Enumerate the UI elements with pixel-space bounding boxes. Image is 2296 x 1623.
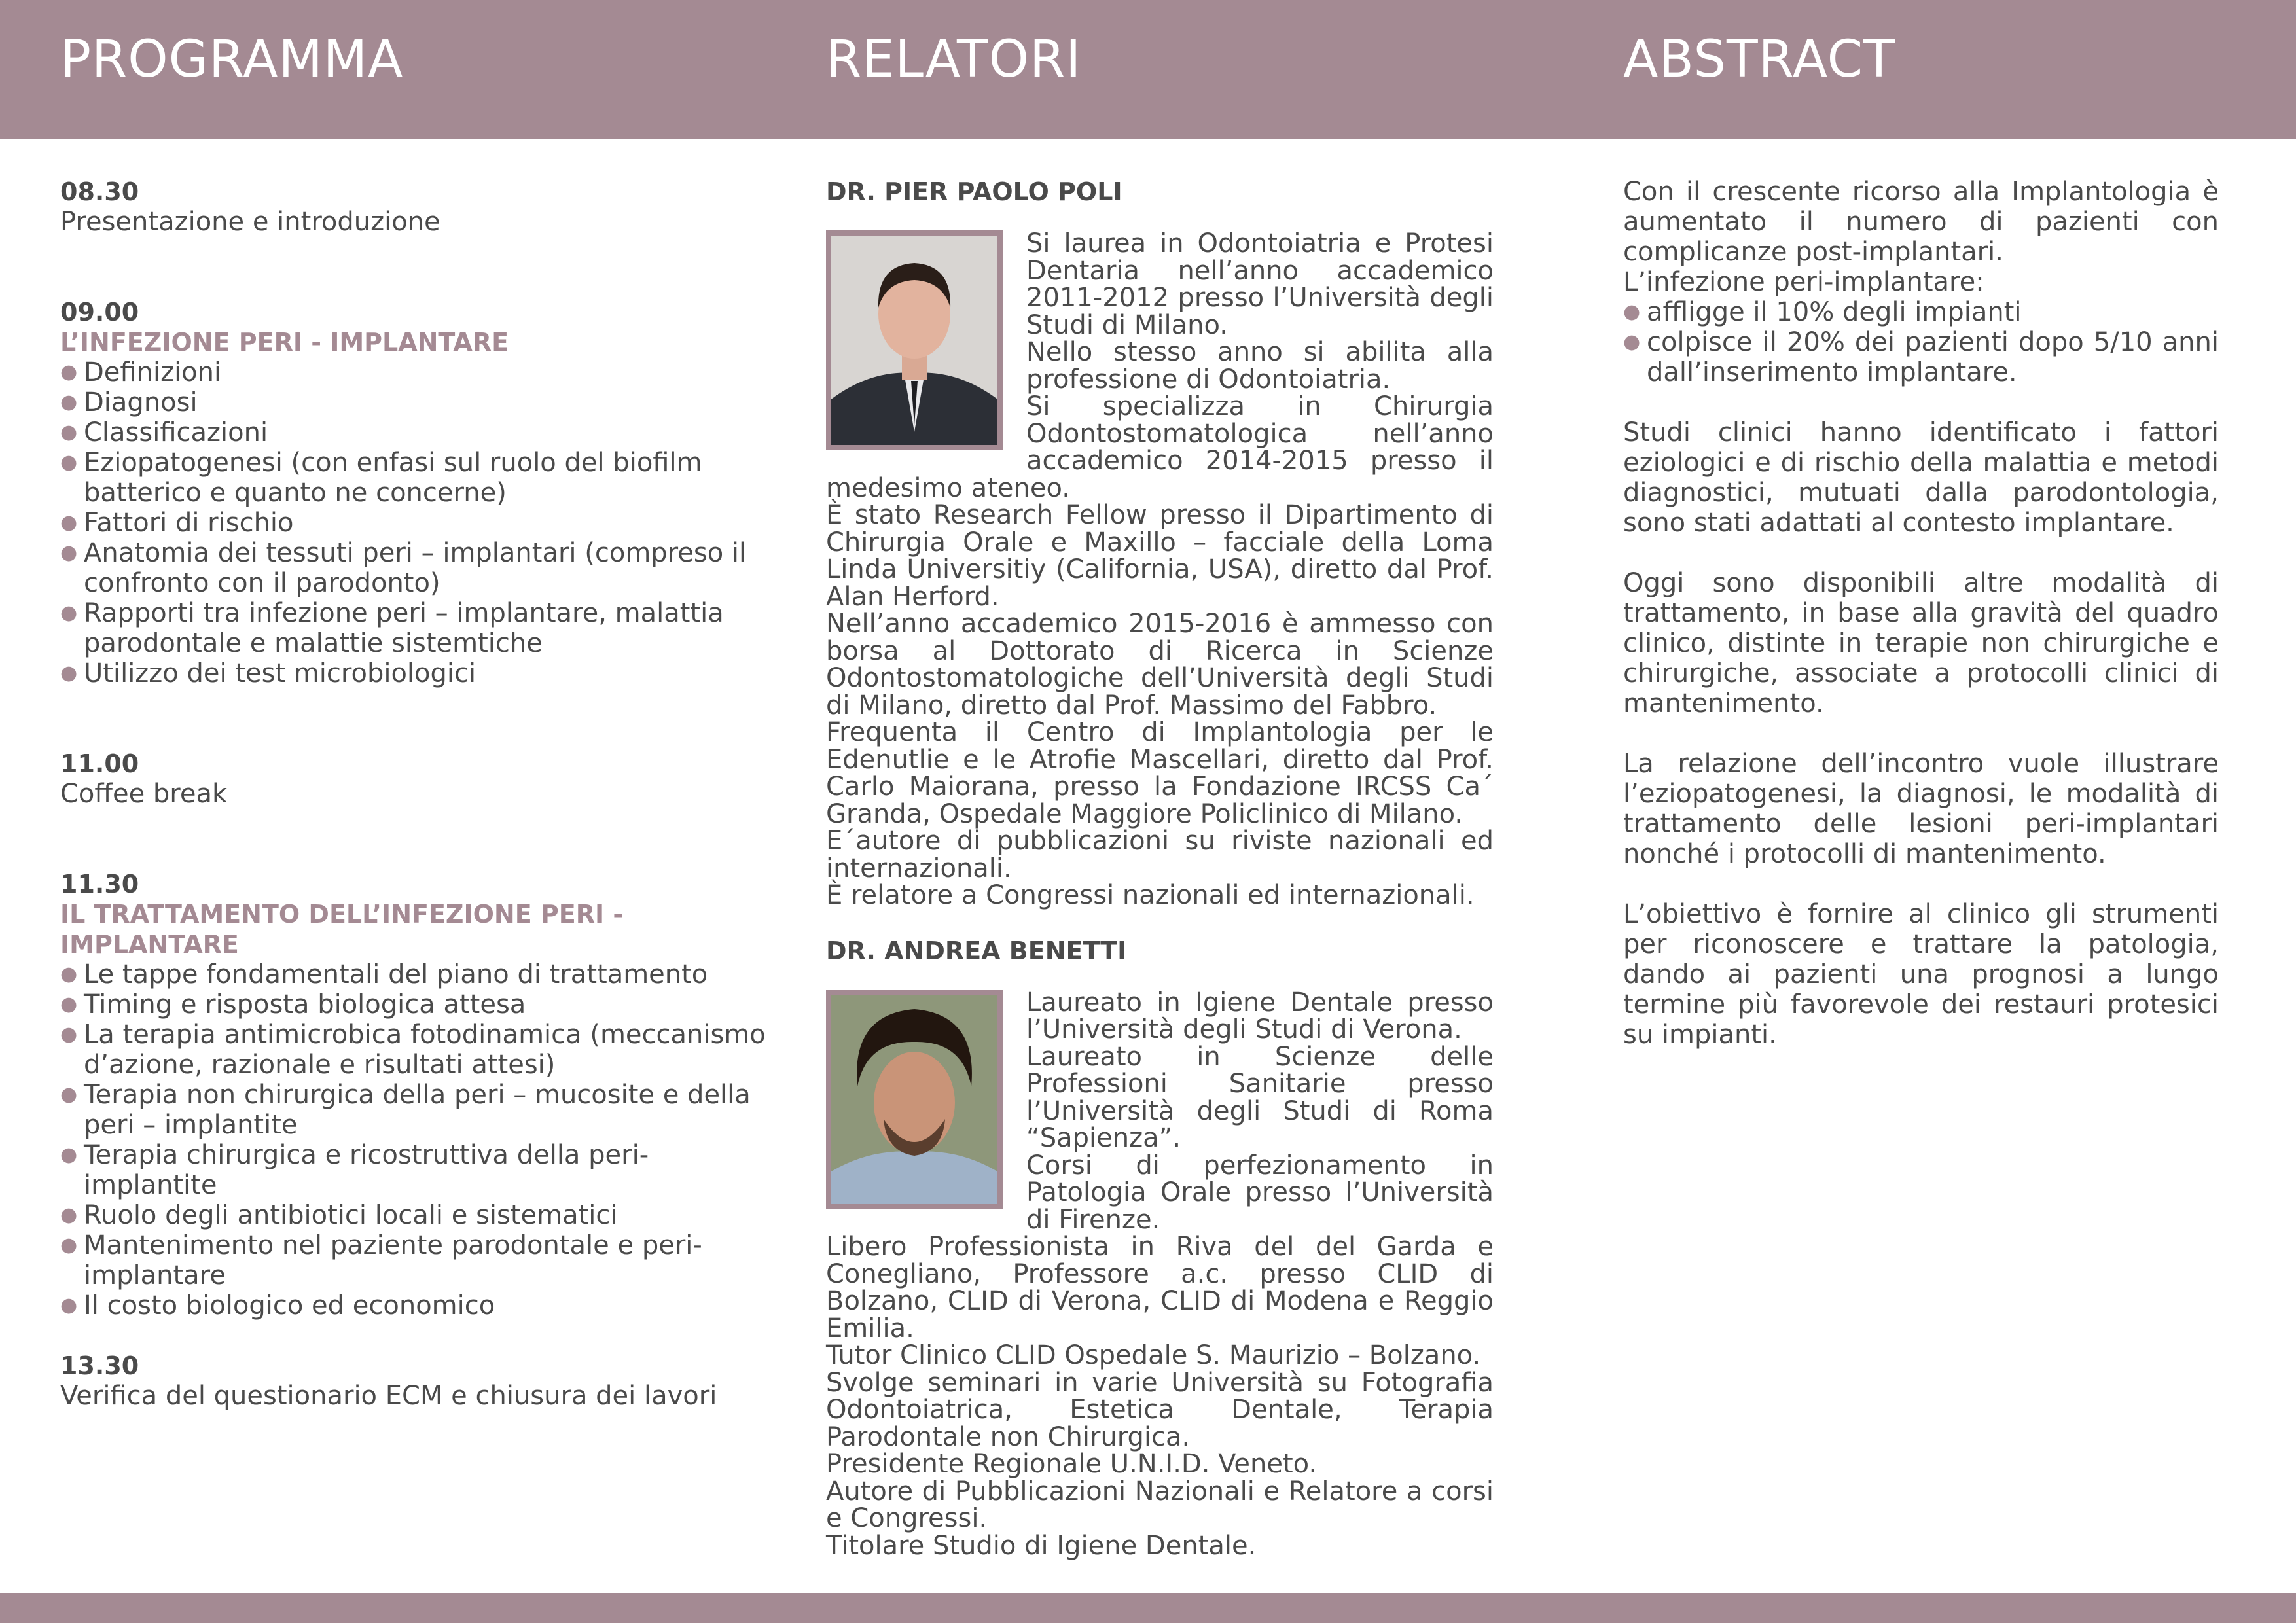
speaker-name: DR. PIER PAOLO POLI <box>826 177 1122 206</box>
abstract-paragraph: L’infezione peri-implantare: <box>1623 267 1984 297</box>
bio-line: Autore di Pubblicazioni Nazionali e Relatore a corsi e Congressi. <box>826 1476 1494 1533</box>
list-item: ● Diagnosi <box>60 387 767 418</box>
bio-line: Si laurea in Odontoiatria e Protesi Dentaria nell’anno accademico 2011-2012 presso l’Università degli Studi di Milano. <box>1026 228 1494 340</box>
bio-line: È relatore a Congressi nazionali ed internazionali. <box>826 880 1475 910</box>
session-time: 11.30 <box>60 870 139 899</box>
abstract-column <box>1623 177 2219 1050</box>
list-item: ● Terapia non chirurgica della peri – mucosite e della peri – implantite <box>60 1080 767 1140</box>
list-item: ● affligge il 10% degli impianti <box>1623 297 2219 327</box>
abstract-paragraph: Con il crescente ricorso alla Implantologia è aumentato il numero di pazienti con complicanze post-implantari. <box>1623 177 2219 267</box>
list-item: ● Definizioni <box>60 357 767 387</box>
list-item: ● Il costo biologico ed economico <box>60 1291 767 1321</box>
bio-line: E´autore di pubblicazioni su riviste nazionali ed internazionali. <box>826 826 1494 883</box>
session-text: Coffee break <box>60 779 228 809</box>
session-text: Presentazione e introduzione <box>60 207 440 237</box>
list-item: ● Fattori di rischio <box>60 508 767 538</box>
session-time: 11.00 <box>60 749 139 778</box>
bio-line: Tutor Clinico CLID Ospedale S. Maurizio – Bolzano. <box>826 1340 1481 1370</box>
list-item: ● Eziopatogenesi (con enfasi sul ruolo del biofilm batterico e quanto ne concerne) <box>60 448 767 508</box>
abstract-paragraph: Oggi sono disponibili altre modalità di trattamento, in base alla gravità del quadro clinico, distinte in terapie non chirurgiche e chirurgiche, associate a protocolli clinici di mantenimento. <box>1623 568 2219 719</box>
bio-line: Titolare Studio di Igiene Dentale. <box>826 1530 1257 1561</box>
bio-line: Laureato in Scienze delle Professioni Sanitarie presso l’Università degli Studi di Roma “Sapienza”. <box>1026 1041 1494 1153</box>
session-topics <box>60 357 767 688</box>
speaker-photo <box>826 990 1003 1209</box>
program-column <box>60 177 767 1411</box>
session-title: L’INFEZIONE PERI - IMPLANTARE <box>60 328 509 357</box>
session-time: 09.00 <box>60 298 139 327</box>
bio-line: Laureato in Igiene Dentale presso l’Università degli Studi di Verona. <box>1026 987 1494 1044</box>
bio-line: Presidente Regionale U.N.I.D. Veneto. <box>826 1449 1318 1479</box>
session-time: 08.30 <box>60 177 139 206</box>
footer-band <box>0 1593 2296 1623</box>
bio-line: Libero Professionista in Riva del del Garda e Conegliano, Professore a.c. presso CLID di Bolzano, CLID di Verona, CLID di Modena e Reggio Emilia. <box>826 1232 1494 1344</box>
abstract-paragraph: L’obiettivo è fornire al clinico gli strumenti per riconoscere e trattare la patologia, dando ai pazienti una prognosi a lungo termine più favorevole dei restauri protesici su impianti. <box>1623 899 2219 1050</box>
abstract-bullets <box>1623 297 2219 387</box>
programma-heading: PROGRAMMA <box>60 30 404 89</box>
abstract-paragraph: Studi clinici hanno identificato i fattori eziologici e di rischio della malattia e metodi diagnostici, mutuati dalla parodontologia, sono stati adattati al contesto implantare. <box>1623 418 2219 538</box>
bio-line: Svolge seminari in varie Università su Fotografia Odontoiatrica, Estetica Dentale, Terapia Parodontale non Chirurgica. <box>826 1367 1494 1452</box>
session-topics <box>60 959 767 1321</box>
speakers-column <box>826 177 1494 1560</box>
list-item: ● Timing e risposta biologica attesa <box>60 990 767 1020</box>
list-item: ● Anatomia dei tessuti peri – implantari (compreso il confronto con il parodonto) <box>60 538 767 598</box>
speaker-name: DR. ANDREA BENETTI <box>826 936 1127 965</box>
session-title: IL TRATTAMENTO DELL’INFEZIONE PERI - IMPLANTARE <box>60 900 624 959</box>
list-item: ● colpisce il 20% dei pazienti dopo 5/10 anni dall’inserimento implantare. <box>1623 327 2219 387</box>
portrait-placeholder-icon <box>831 236 997 445</box>
abstract-paragraph: La relazione dell’incontro vuole illustrare l’eziopatogenesi, la diagnosi, le modalità di trattamento delle lesioni peri-implantari nonché i protocolli di mantenimento. <box>1623 749 2219 869</box>
bio-line: Nello stesso anno si abilita alla professione di Odontoiatria. <box>1026 337 1494 395</box>
session-text: Verifica del questionario ECM e chiusura dei lavori <box>60 1381 717 1411</box>
portrait-placeholder-icon <box>831 995 997 1204</box>
abstract-heading: ABSTRACT <box>1623 30 1895 89</box>
list-item: ● Rapporti tra infezione peri – implantare, malattia parodontale e malattie sistemtiche <box>60 598 767 658</box>
bio-line: Frequenta il Centro di Implantologia per le Edenutlie e le Atrofie Mascellari, diretto dal Prof. Carlo Maiorana, presso la Fondazione IRCSS Ca´ Granda, Ospedale Maggiore Policlinico di Milano. <box>826 717 1494 829</box>
list-item: ● Ruolo degli antibiotici locali e sistematici <box>60 1200 767 1230</box>
list-item: ● Terapia chirurgica e ricostruttiva della peri-implantite <box>60 1140 767 1200</box>
session-time: 13.30 <box>60 1351 139 1380</box>
speaker-photo <box>826 230 1003 450</box>
bio-line: Si specializza in Chirurgia Odontostomatologica nell’anno accademico 2014-2015 presso il medesimo ateneo. <box>826 391 1494 503</box>
relatori-heading: RELATORI <box>826 30 1082 89</box>
list-item: ● Mantenimento nel paziente parodontale e peri-implantare <box>60 1230 767 1291</box>
list-item: ● La terapia antimicrobica fotodinamica (meccanismo d’azione, razionale e risultati attesi) <box>60 1020 767 1080</box>
bio-line: Corsi di perfezionamento in Patologia Orale presso l’Università di Firenze. <box>1026 1150 1494 1235</box>
list-item: ● Classificazioni <box>60 418 767 448</box>
list-item: ● Le tappe fondamentali del piano di trattamento <box>60 959 767 990</box>
bio-line: Nell’anno accademico 2015-2016 è ammesso con borsa al Dottorato di Ricerca in Scienze Odontostomatologiche dell’Università degli Studi di Milano, diretto dal Prof. Massimo del Fabbro. <box>826 609 1494 721</box>
bio-line: È stato Research Fellow presso il Dipartimento di Chirurgia Orale e Maxillo – facciale della Loma Linda Universitiy (California, USA), diretto dal Prof. Alan Herford. <box>826 500 1494 612</box>
list-item: ● Utilizzo dei test microbiologici <box>60 658 767 688</box>
